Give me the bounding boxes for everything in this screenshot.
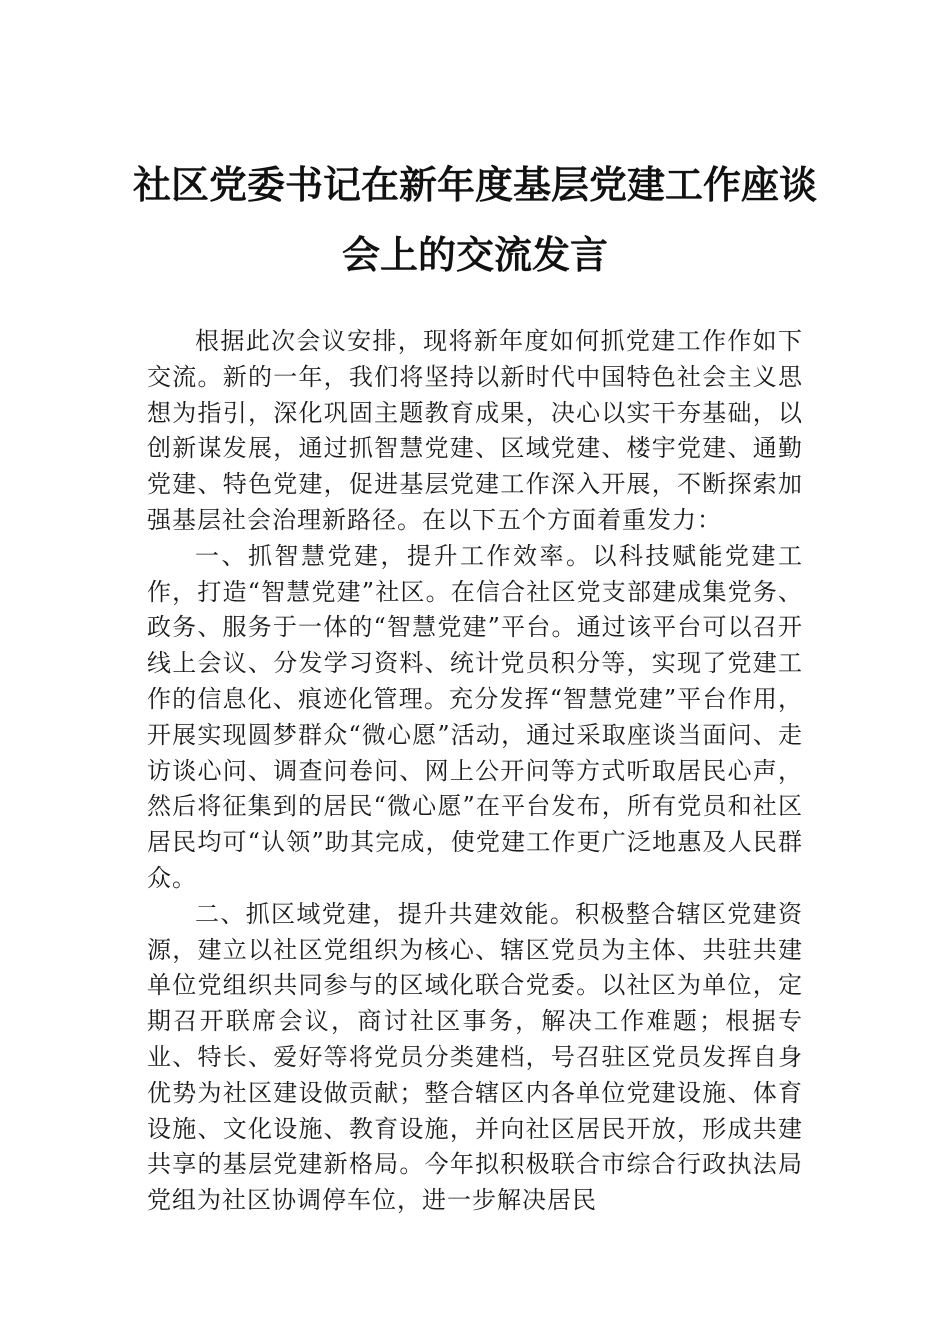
document-body <box>147 324 803 1219</box>
paragraph-smart-party-building: 一、抓智慧党建，提升工作效率。以科技赋能党建工作，打造“智慧党建”社区。在信合社区党支部建成集党务、政务、服务于一体的“智慧党建”平台。通过该平台可以召开线上会议、分发学习资料、统计党员积分等，实现了党建工作的信息化、痕迹化管理。充分发挥“智慧党建”平台作用，开展实现圆梦群众“微心愿”活动，通过采取座谈当面问、走访谈心问、调查问卷问、网上公开问等方式听取居民心声，然后将征集到的居民“微心愿”在平台发布，所有党员和社区居民均可“认领”助其完成，使党建工作更广泛地惠及人民群众。 <box>147 541 803 892</box>
paragraph-regional-party-building: 二、抓区域党建，提升共建效能。积极整合辖区党建资源，建立以社区党组织为核心、辖区党员为主体、共驻共建单位党组织共同参与的区域化联合党委。以社区为单位，定期召开联席会议，商讨社区事务，解决工作难题；根据专业、特长、爱好等将党员分类建档，号召驻区党员发挥自身优势为社区建设做贡献；整合辖区内各单位党建设施、体育设施、文化设施、教育设施，并向社区居民开放，形成共建共享的基层党建新格局。今年拟积极联合市综合行政执法局党组为社区协调停车位，进一步解决居民 <box>147 899 803 1215</box>
document-title-line-2: 会上的交流发言 <box>341 232 608 277</box>
document-title-line-1: 社区党委书记在新年度基层党建工作座谈 <box>132 162 817 207</box>
paragraph-intro: 根据此次会议安排，现将新年度如何抓党建工作作如下交流。新的一年，我们将坚持以新时代中国特色社会主义思想为指引，深化巩固主题教育成果，决心以实干夯基础，以创新谋发展，通过抓智慧党建、区域党建、楼宇党建、通勤党建、特色党建，促进基层党建工作深入开展，不断探索加强基层社会治理新路径。在以下五个方面着重发力： <box>147 327 803 534</box>
